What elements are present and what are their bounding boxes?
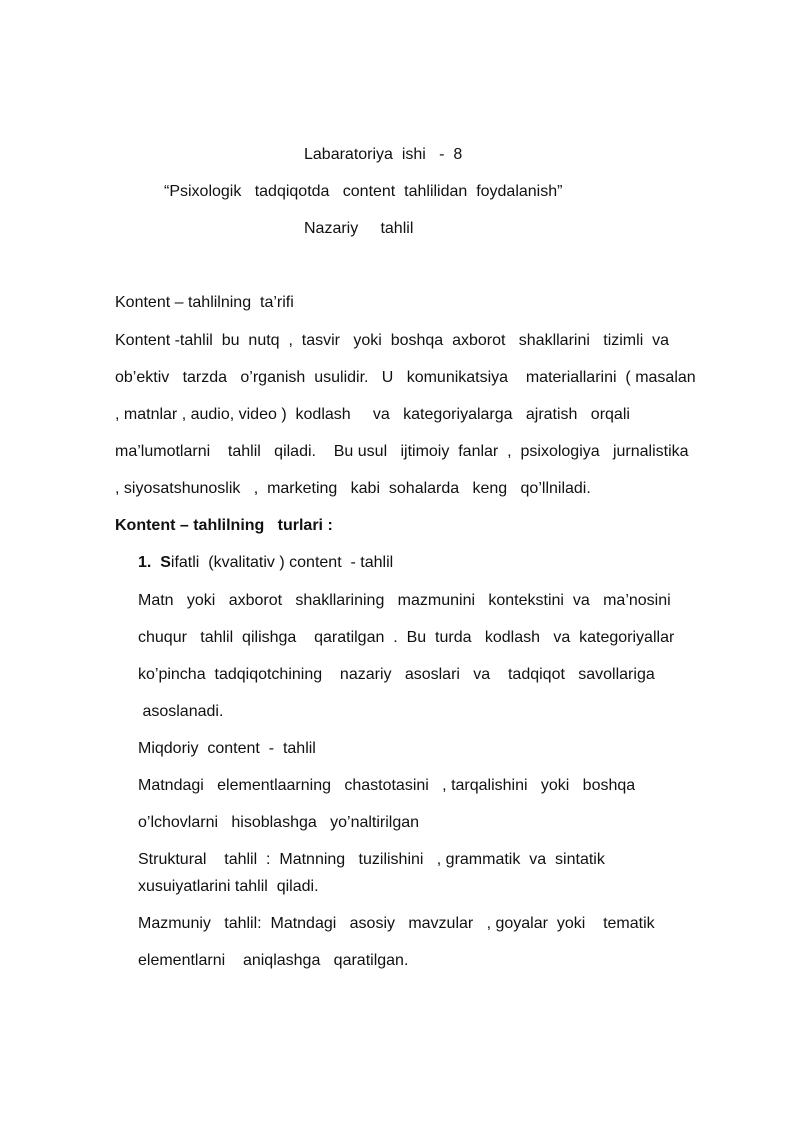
qualitative-line: ko’pincha tadqiqotchining nazariy asoslari va tadqiqot savollariga [138, 666, 655, 683]
definition-line: , matnlar , audio, video ) kodlash va kategoriyalarga ajratish orqali [115, 406, 630, 423]
qualitative-line: asoslanadi. [138, 703, 224, 720]
topic-title: “Psixologik tadqiqotda content tahlilidan foydalanish” [164, 183, 563, 200]
qualitative-line: Matn yoki axborot shakllarining mazmunini kontekstini va ma’nosini [138, 592, 671, 609]
item-label: ifatli (kvalitativ ) content - tahlil [170, 554, 394, 571]
definition-line: , siyosatshunoslik , marketing kabi sohalarda keng qo’llniladi. [115, 480, 591, 497]
semantic-line: Mazmuniy tahlil: Matndagi asosiy mavzular , goyalar yoki tematik [138, 915, 655, 932]
quantitative-line: o’lchovlarni hisoblashga yo’naltirilgan [138, 814, 420, 831]
quantitative-line: Matndagi elementlaarning chastotasini , tarqalishini yoki boshqa [138, 777, 636, 794]
semantic-line: elementlarni aniqlashga qaratilgan. [138, 952, 409, 969]
types-heading: Kontent – tahlilning turlari : [115, 517, 333, 534]
definition-line: ma’lumotlarni tahlil qiladi. Bu usul ijtimoiy fanlar , psixologiya jurnalistika [115, 443, 689, 460]
list-number: 1. [138, 554, 152, 571]
list-item-qualitative [138, 553, 393, 573]
first-letter: S [160, 554, 171, 571]
qualitative-line: chuqur tahlil qilishga qaratilgan . Bu turda kodlash va kategoriyallar [138, 629, 675, 646]
structural-line: Struktural tahlil : Matnning tuzilishini , grammatik va sintatik [138, 851, 605, 868]
quantitative-heading: Miqdoriy content - tahlil [138, 740, 316, 757]
subtitle: Nazariy tahlil [304, 220, 414, 237]
definition-heading: Kontent – tahlilning ta’rifi [115, 294, 294, 311]
structural-line: xusuiyatlarini tahlil qiladi. [138, 878, 319, 895]
lab-title: Labaratoriya ishi - 8 [304, 146, 463, 163]
definition-line: Kontent -tahlil bu nutq , tasvir yoki boshqa axborot shakllarini tizimli va [115, 332, 670, 349]
definition-line: ob’ektiv tarzda o’rganish usulidir. U komunikatsiya materiallarini ( masalan [115, 369, 696, 386]
